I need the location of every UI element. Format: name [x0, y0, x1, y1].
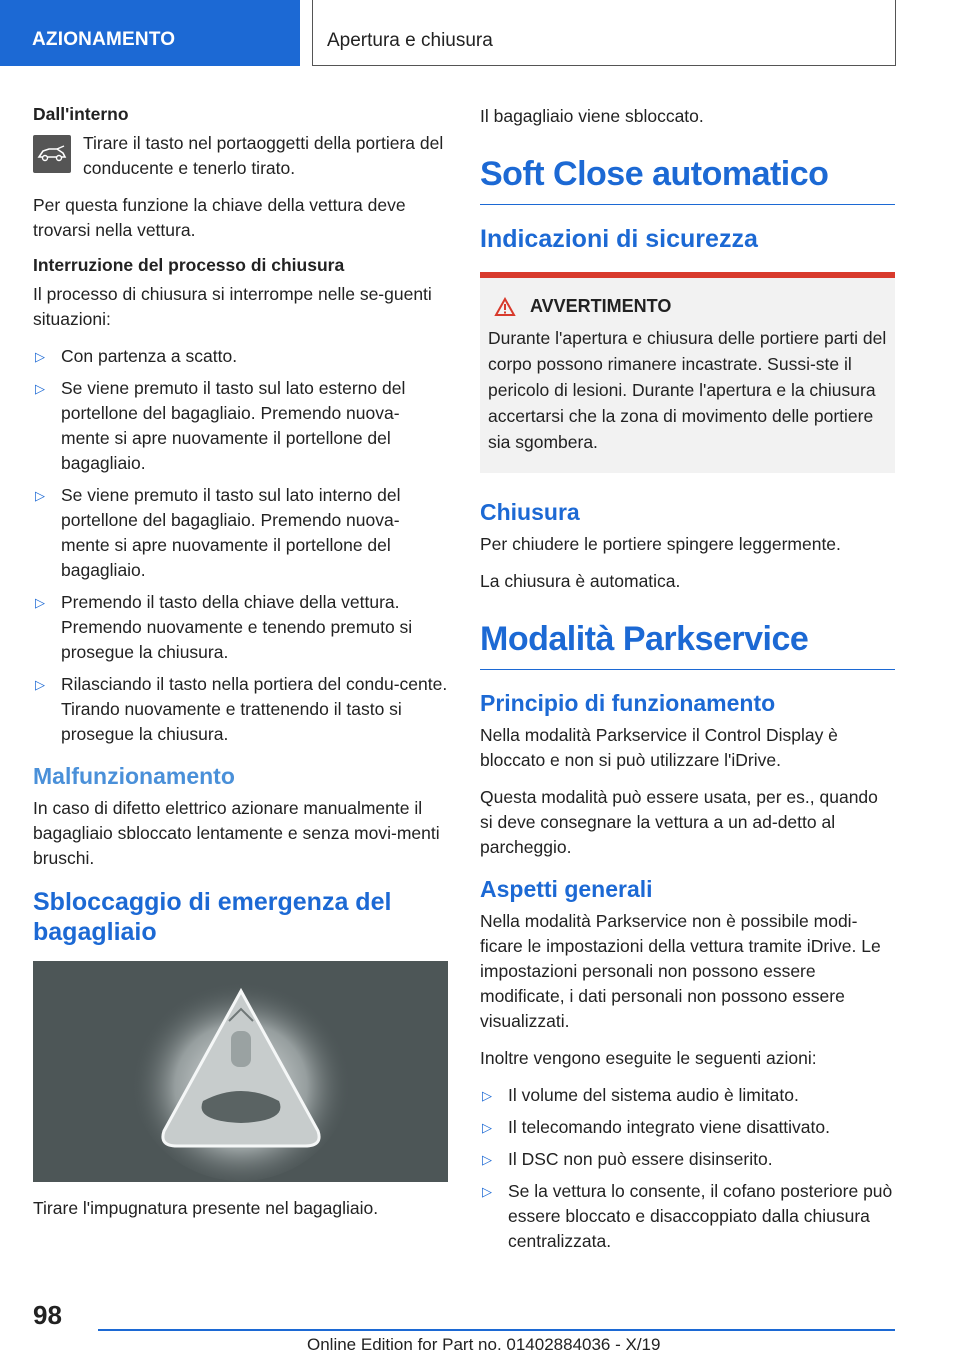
principle-text-1: Nella modalità Parkservice il Control Display è bloccato e non si può utilizzare l'iDrive. [480, 725, 838, 770]
principle-heading: Principio di funzionamento [480, 690, 776, 716]
triangle-bullet-icon: ▷ [35, 488, 45, 503]
warning-triangle-icon [494, 297, 516, 317]
general-list [480, 1083, 895, 1254]
warning-title: AVVERTIMENTO [494, 296, 887, 317]
list-item: ▷ Se la vettura lo consente, il cofano posteriore può essere bloccato e disaccoppiato dalla chiusura centralizzata. [482, 1181, 893, 1251]
interior-heading: Dall'interno [33, 104, 129, 124]
triangle-bullet-icon: ▷ [35, 349, 45, 364]
warning-text: Durante l'apertura e chiusura delle portiere parti del corpo possono rimanere incastrate. Sussi-ste il pericolo di lesioni. Durante l'apertura e la chiusura accertarsi che la zona di movimento delle portiere sia sgombera. [488, 328, 887, 452]
safety-heading: Indicazioni di sicurezza [480, 225, 758, 253]
interrupt-intro: Il processo di chiusura si interrompe nelle se-guenti situazioni: [33, 284, 432, 329]
list-item: ▷ Rilasciando il tasto nella portiera del condu-cente. Tirando nuovamente e trattenendo il tasto si prosegue la chiusura. [35, 674, 448, 744]
list-item: ▷ Il DSC non può essere disinserito. [480, 1147, 895, 1172]
parkservice-title: Modalità Parkservice [480, 620, 895, 670]
section-tab: AZIONAMENTO [0, 0, 300, 66]
footer-divider [98, 1329, 895, 1331]
list-item: ▷ Se viene premuto il tasto sul lato esterno del portellone del bagagliaio. Premendo nuova-mente si apre nuovamente il portellone del bagagliaio. [35, 378, 406, 473]
softclose-title: Soft Close automatico [480, 155, 895, 205]
trunk-handle-photo [33, 961, 448, 1182]
triangle-bullet-icon: ▷ [35, 595, 45, 610]
triangle-bullet-icon: ▷ [482, 1152, 492, 1167]
page-number: 98 [33, 1300, 62, 1330]
edition-text: Online Edition for Part no. 01402884036 - X/19 [307, 1335, 661, 1354]
interior-text: Tirare il tasto nel portaoggetti della portiera del conducente e tenerlo tirato. [83, 133, 444, 178]
principle-text-2: Questa modalità può essere usata, per es., quando si deve consegnare la vettura a un ad-detto al parcheggio. [480, 787, 878, 857]
left-column [33, 104, 448, 1221]
photo-caption: Tirare l'impugnatura presente nel bagagliaio. [33, 1198, 379, 1218]
car-trunk-icon [33, 135, 71, 173]
malfunction-text: In caso di difetto elettrico azionare manualmente il bagagliaio sbloccato lentamente e senza movi-menti bruschi. [33, 798, 440, 868]
closing-text-1: Per chiudere le portiere spingere leggermente. [480, 534, 841, 554]
general-text-2: Inoltre vengono eseguite le seguenti azioni: [480, 1048, 817, 1068]
triangle-bullet-icon: ▷ [35, 677, 45, 692]
interior-note: Per questa funzione la chiave della vettura deve trovarsi nella vettura. [33, 195, 406, 240]
general-text-1: Nella modalità Parkservice non è possibile modi-ficare le impostazioni della vettura tramite iDrive. Le impostazioni personali non possono essere modificate, i dati personali non possono essere visualizzati. [480, 911, 881, 1031]
list-item: ▷ Il volume del sistema audio è limitato. [480, 1083, 895, 1108]
page-header [0, 0, 960, 66]
warning-box [480, 272, 895, 473]
triangle-bullet-icon: ▷ [35, 381, 45, 396]
interior-instruction [33, 131, 448, 181]
malfunction-heading: Malfunzionamento [33, 763, 235, 789]
closing-heading: Chiusura [480, 499, 580, 525]
list-item: ▷ Il telecomando integrato viene disattivato. [480, 1115, 895, 1140]
right-column [480, 104, 895, 1266]
general-heading: Aspetti generali [480, 876, 653, 902]
chapter-title: Apertura e chiusura [312, 0, 896, 66]
interrupt-heading: Interruzione del processo di chiusura [33, 255, 345, 275]
closing-text-2: La chiusura è automatica. [480, 571, 681, 591]
interrupt-list [33, 344, 448, 747]
triangle-bullet-icon: ▷ [482, 1120, 492, 1135]
unlocked-text: Il bagagliaio viene sbloccato. [480, 106, 704, 126]
list-item: ▷ Se viene premuto il tasto sul lato interno del portellone del bagagliaio. Premendo nuova-mente si apre nuovamente il portellone del bagagliaio. [35, 485, 401, 580]
list-item: ▷ Con partenza a scatto. [33, 344, 448, 369]
list-item: ▷ Premendo il tasto della chiave della vettura. Premendo nuovamente e tenendo premuto si prosegue la chiusura. [35, 592, 413, 662]
emergency-heading: Sbloccaggio di emergenza del bagagliaio [33, 888, 392, 946]
triangle-bullet-icon: ▷ [482, 1088, 492, 1103]
triangle-bullet-icon: ▷ [482, 1184, 492, 1199]
